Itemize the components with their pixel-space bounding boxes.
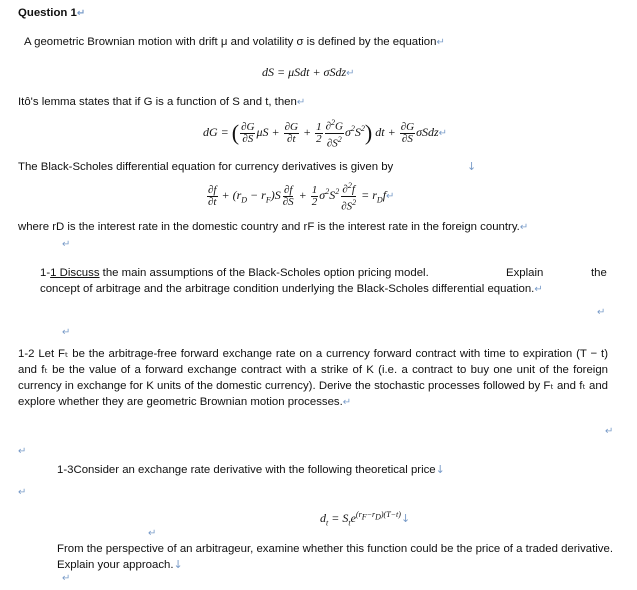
down-arrow-icon: ↓ xyxy=(173,558,183,571)
question-1-1-line1: 1-1 Discuss the main assumptions of the Black-Scholes option pricing model. xyxy=(40,267,429,279)
paragraph-mark-icon: ↵ xyxy=(62,573,71,584)
bs-intro: The Black-Scholes differential equation for currency derivatives is given by xyxy=(18,161,394,173)
explain-word: Explain xyxy=(506,267,544,279)
paragraph-mark-icon: ↵ xyxy=(62,239,71,250)
paragraph-mark-icon: ↵ xyxy=(342,397,352,408)
paragraph-mark-icon: ↵ xyxy=(438,127,448,139)
bs-formula: $\frac{\partial f}{\partial t}$ + $(r_D - r_F)S$ $\frac{\partial f}{\partial S}$ + $\frac{1}{2}$ $\sigma^2S^2$ $\frac{\partial^2f}{\partial S^2}$ = $r_Df↵$ xyxy=(208,181,395,213)
ito-formula: dG = ( $\frac{\partial G}{\partial S}$ μS + $\frac{\partial G}{\partial t}$ + $\frac{1}{2}$ $\frac{\partial^2G}{\partial S^2}$ $\sigma^2S^2$) dt + $\frac{\partial G}{\partial S}$ σSdz↵ xyxy=(203,118,448,150)
paragraph-mark-icon: ↵ xyxy=(534,284,543,295)
question-title: Question 1↵ xyxy=(18,7,86,19)
paragraph-mark-icon: ↵ xyxy=(386,190,395,202)
down-arrow-icon: ↓ xyxy=(467,160,477,173)
question-1-2: 1-2 Let Fₜ be the arbitrage-free forward exchange rate on a currency forward contract with time to expiration (T − t) and fₜ be the value of a forward exchange contract with a strike of K (i.e. a contract to buy one unit of the foreign currency in exchange for K units of the domestic currency). Derive the stochastic processes followed by Fₜ and fₜ and explore whether they are geometric Brownian motion processes.↵ xyxy=(18,348,608,408)
paragraph-mark-icon: ↵ xyxy=(76,8,86,19)
dt-formula: $d_t$ = $S_te^{(r_F-r_D)(T-t)}↓$ xyxy=(320,510,411,528)
paragraph-mark-icon: ↵ xyxy=(597,307,606,318)
paragraph-mark-icon: ↵ xyxy=(62,327,71,338)
paragraph-mark-icon: ↵ xyxy=(519,222,529,233)
paragraph-mark-icon: ↵ xyxy=(18,446,27,457)
question-1-3: 1-3Consider an exchange rate derivative with the following theoretical price↓ xyxy=(57,463,445,476)
the-word: the xyxy=(591,267,607,279)
question-1-3-followup: From the perspective of an arbitrageur, examine whether this function could be the price of a traded derivative. Explain your approach.↓ xyxy=(57,543,613,571)
question-1-1-line2: concept of arbitrage and the arbitrage condition underlying the Black-Scholes differential equation.↵ xyxy=(40,283,543,295)
paragraph-mark-icon: ↵ xyxy=(18,487,27,498)
where-text: where rD is the interest rate in the domestic country and rF is the interest rate in the foreign country.↵ xyxy=(18,221,529,233)
paragraph-mark-icon: ↵ xyxy=(436,37,445,48)
paragraph-mark-icon: ↵ xyxy=(605,426,614,437)
ito-intro: Itô's lemma states that if G is a function of S and t, then↵ xyxy=(18,96,306,108)
down-arrow-icon: ↓ xyxy=(435,463,445,476)
paragraph-mark-icon: ↵ xyxy=(148,528,157,539)
down-arrow-icon: ↓ xyxy=(400,512,411,525)
gbm-equation: dS = μSdt + σSdz↵ xyxy=(262,65,355,79)
intro-text: A geometric Brownian motion with drift μ and volatility σ is defined by the equation↵ xyxy=(24,36,445,48)
paragraph-mark-icon: ↵ xyxy=(296,97,306,108)
paragraph-mark-icon: ↵ xyxy=(346,68,355,79)
